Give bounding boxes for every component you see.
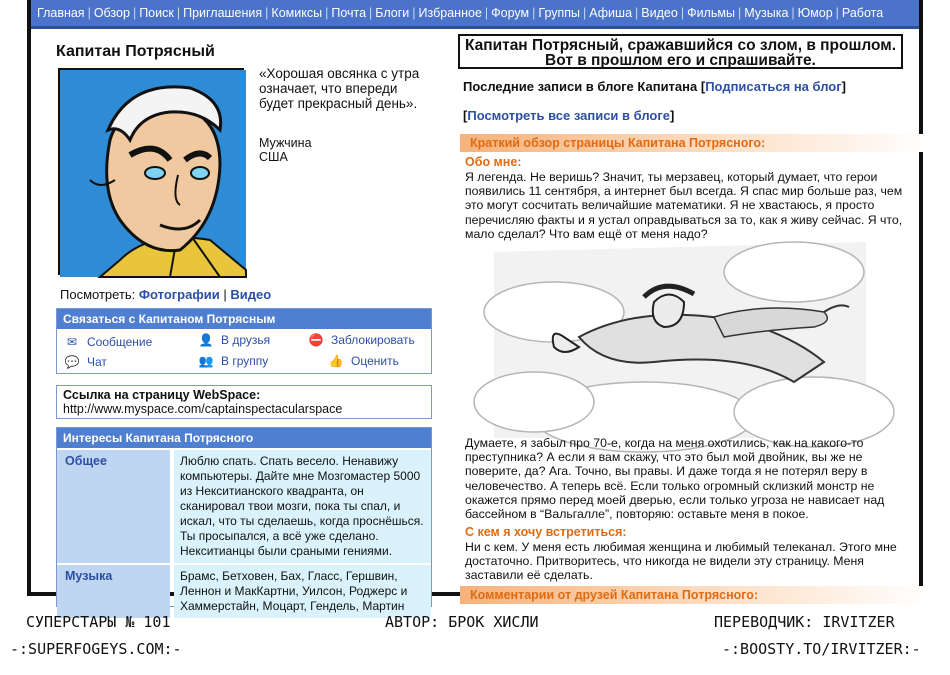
comic-panel — [27, 0, 923, 613]
envelope-icon: ✉ — [66, 335, 78, 349]
add-friend-label: В друзья — [221, 333, 271, 347]
comments-section-title: Комментарии от друзей Капитана Потрясного: — [460, 586, 930, 604]
interests-box — [56, 427, 432, 613]
nav-separator: | — [791, 6, 795, 20]
nav-separator: | — [835, 6, 839, 20]
credit-series: СУПЕРСТАРЫ № 101 — [26, 613, 171, 631]
nav-item[interactable]: Избранное — [418, 6, 482, 20]
rate-label: Оценить — [351, 354, 399, 368]
group-icon: 👥 — [198, 354, 214, 368]
interest-label-general: Общее — [57, 450, 170, 563]
about-text-continued: Думаете, я забыл про 70-е, когда на меня охотились, как на какого-то преступника? А если я вам скажу, что это был мой двойник, вы же не поверите, да? Ага. Точно, вы правы. И даже тогда я не потерял веру в человечество. А теперь всё. Если только огромный склизкий монстр не окажется прямо перед моей дверью, если только угроза не нависает над бассейном в “Вальгалле”, повторяю: оставьте меня в покое. — [465, 436, 885, 522]
about-heading: Обо мне: — [465, 155, 522, 169]
nav-separator: | — [325, 6, 329, 20]
contact-box — [56, 308, 432, 374]
nav-separator: | — [680, 6, 685, 20]
nav-item[interactable]: Блоги — [375, 6, 410, 20]
nav-separator: | — [737, 6, 742, 20]
view-separator: | — [223, 287, 227, 302]
nav-item[interactable]: Юмор — [797, 6, 833, 20]
block-action[interactable] — [307, 333, 415, 347]
meet-text: Ни с кем. У меня есть любимая женщина и любимый телеканал. Этого мне достаточно. Притворитесь, что никогда не видели эту страницу. Меня заставили её сделать. — [465, 540, 897, 583]
credit-site: -:SUPERFOGEYS.COM:- — [10, 640, 182, 658]
add-to-group-action[interactable] — [197, 354, 268, 368]
blog-headline: Капитан Потрясный, сражавшийся со злом, в прошлом. Вот в прошлом его и спрашивайте. — [458, 34, 903, 69]
nav-item[interactable]: Комиксы — [271, 6, 323, 20]
all-posts-link[interactable]: Посмотреть все записи в блоге — [467, 108, 671, 123]
nav-separator: | — [369, 6, 373, 20]
profile-country: США — [259, 150, 288, 164]
nav-item[interactable]: Работа — [841, 6, 884, 20]
nav-separator: | — [583, 6, 587, 20]
interest-text-music: Брамс, Бетховен, Бах, Гласс, Гершвин, Леннон и МакКартни, Уилсон, Роджерс и Хаммерстайн, Моцарт, Гендель, Мартин — [174, 565, 431, 618]
chat-icon: 💬 — [64, 355, 80, 369]
message-label: Сообщение — [87, 335, 153, 349]
webspace-url[interactable]: http://www.myspace.com/captainspectacularspace — [63, 402, 343, 416]
rate-action[interactable] — [327, 354, 399, 368]
nav-separator: | — [635, 6, 639, 20]
nav-item[interactable]: Поиск — [139, 6, 174, 20]
avatar — [58, 68, 244, 275]
add-friend-action[interactable] — [197, 333, 270, 347]
hero-drawing — [494, 242, 866, 438]
add-user-icon: 👤 — [198, 333, 214, 347]
block-icon: ⛔ — [308, 333, 324, 347]
blog-column — [458, 31, 918, 602]
nav-item[interactable]: Форум — [491, 6, 530, 20]
view-label: Посмотреть: — [60, 287, 136, 302]
chat-label: Чат — [87, 355, 107, 369]
add-to-group-label: В группу — [221, 354, 269, 368]
view-links — [60, 287, 271, 302]
interest-text-general: Люблю спать. Спать весело. Ненавижу компьютеры. Дайте мне Мозгомастер 5000 из Некситианского квадранта, он сканировал твои мозги, пока ты спал, и искал, что ты сделаешь, когда проснёшься. Ты просыпался, а всё уже сделано. Некситианцы были сраными гениями. — [174, 450, 431, 563]
chat-action[interactable] — [63, 355, 107, 369]
latest-posts-line: Последние записи в блоге Капитана [Подписаться на блог] — [463, 79, 847, 94]
credit-boosty: -:BOOSTY.TO/IRVITZER:- — [722, 640, 921, 658]
nav-item[interactable]: Почта — [331, 6, 367, 20]
interest-label-music: Музыка — [57, 565, 170, 618]
nav-separator: | — [484, 6, 489, 20]
flying-hero-illustration — [494, 242, 866, 438]
nav-item[interactable]: Обзор — [93, 6, 130, 20]
interest-row — [57, 563, 431, 618]
overview-section-title: Краткий обзор страницы Капитана Потрясного: — [460, 134, 930, 152]
nav-item[interactable]: Музыка — [744, 6, 789, 20]
credit-translator: ПЕРЕВОДЧИК: IRVITZER — [714, 613, 895, 631]
nav-item[interactable]: Группы — [538, 6, 581, 20]
contact-box-title: Связаться с Капитаном Потрясным — [57, 309, 431, 329]
nav-separator: | — [176, 6, 181, 20]
webspace-box — [56, 385, 432, 419]
meet-heading: С кем я хочу встретиться: — [465, 525, 627, 539]
about-text: Я легенда. Не веришь? Значит, ты мерзавец, который думает, что герои появились 11 сентября, а интернет был всегда. Я спас мир больше раз, чем это могут сосчитать величайшие математики. Я не хвастаюсь, я просто перечисляю факты и я устал оправдываться за то, как я живу сейчас. Я что, мало сделал? Что вам ещё от меня надо? — [465, 170, 903, 241]
nav-item[interactable]: Приглашения — [183, 6, 263, 20]
all-posts-line: [Посмотреть все записи в блоге] — [463, 108, 675, 123]
profile-name: Капитан Потрясный — [56, 43, 215, 60]
nav-separator: | — [132, 6, 137, 20]
interest-row — [57, 448, 431, 563]
nav-separator: | — [532, 6, 536, 20]
profile-info — [259, 136, 312, 164]
video-link[interactable]: Видео — [230, 287, 272, 302]
avatar-portrait — [60, 70, 246, 277]
nav-separator: | — [87, 6, 91, 20]
profile-quote: «Хорошая овсянка с утра означает, что впереди будет прекрасный день». — [259, 66, 420, 111]
top-nav — [31, 0, 919, 29]
nav-separator: | — [412, 6, 416, 20]
nav-item[interactable]: Видео — [641, 6, 678, 20]
profile-gender: Мужчина — [259, 136, 312, 150]
nav-item[interactable]: Фильмы — [687, 6, 735, 20]
photos-link[interactable]: Фотографии — [138, 287, 220, 302]
interests-title: Интересы Капитана Потрясного — [57, 428, 431, 448]
nav-item[interactable]: Главная — [37, 6, 85, 20]
rate-icon: 👍 — [328, 354, 344, 368]
nav-item[interactable]: Афиша — [589, 6, 633, 20]
subscribe-link[interactable]: Подписаться на блог — [705, 79, 842, 94]
message-action[interactable] — [63, 335, 152, 349]
block-label: Заблокировать — [331, 333, 415, 347]
webspace-title: Ссылка на страницу WebSpace: — [63, 388, 261, 402]
latest-posts-label: Последние записи в блоге Капитана — [463, 79, 698, 94]
credit-author: АВТОР: БРОК ХИСЛИ — [385, 613, 539, 631]
nav-separator: | — [265, 6, 269, 20]
